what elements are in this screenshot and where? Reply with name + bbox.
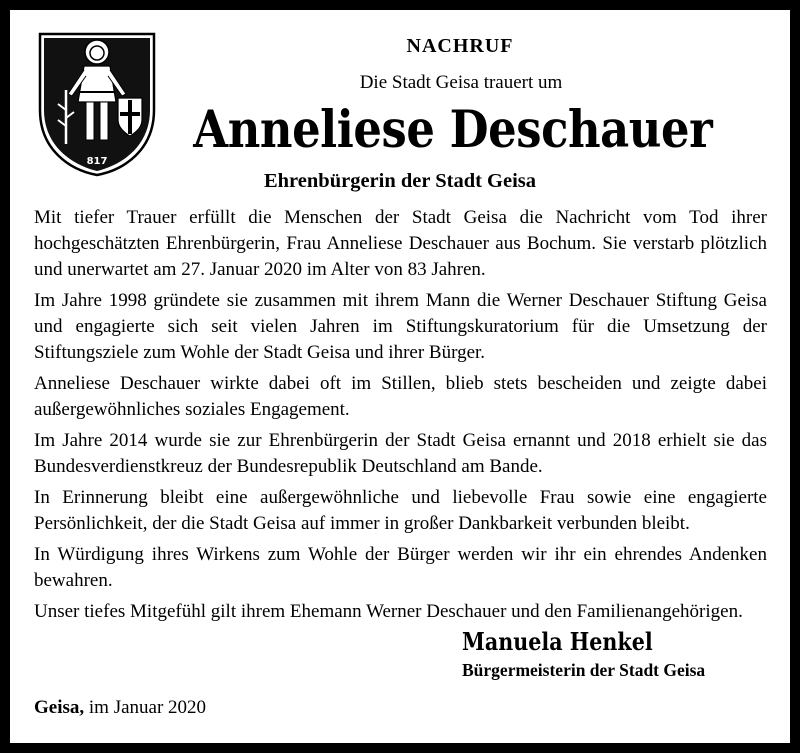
deceased-name: Anneliese Deschauer [193,100,713,160]
paragraph: Im Jahre 1998 gründete sie zusammen mit ihrem Mann die Werner Deschauer Stiftung Geisa und engagierte sich seit vielen Jahren im Stiftungskuratorium für die Umsetzung der Stiftungsziele zum Wohle der Stadt Geisa und ihrer Bürger. [34,290,767,363]
obituary-notice [10,10,790,743]
place: Geisa, [34,697,85,718]
paragraph: Im Jahre 2014 wurde sie zur Ehrenbürgerin der Stadt Geisa ernannt und 2018 erhielt sie das Bundesverdienstkreuz der Bundesrepublik Deutschland am Bande. [34,430,767,477]
date: im Januar 2020 [84,697,207,718]
place-date [34,697,206,719]
paragraph: In Erinnerung bleibt eine außergewöhnliche und liebevolle Frau sowie eine engagierte Persönlichkeit, der die Stadt Geisa auf immer in großer Dankbarkeit verbunden bleibt. [34,487,767,534]
notice-kicker: NACHRUF [406,35,514,57]
honorary-title: Ehrenbürgerin der Stadt Geisa [263,170,537,192]
signatory-name: Manuela Henkel [462,627,653,656]
paragraph: Unser tiefes Mitgefühl gilt ihrem Ehemann Werner Deschauer und den Familienangehörigen. [34,601,743,622]
svg-text:817: 817 [86,156,108,167]
notice-intro: Die Stadt Geisa trauert um [359,72,563,93]
paragraph: Anneliese Deschauer wirkte dabei oft im Stillen, blieb stets bescheiden und zeigte dabei außergewöhnliches soziales Engagement. [34,373,767,420]
paragraph: Mit tiefer Trauer erfüllt die Menschen der Stadt Geisa die Nachricht vom Tod ihrer hochgeschätzten Ehrenbürgerin, Frau Anneliese Deschauer aus Bochum. Sie verstarb plötzlich und unerwartet am 27. Januar 2020 im Alter von 83 Jahren. [34,207,767,280]
paragraph: In Würdigung ihres Wirkens zum Wohle der Bürger werden wir ihr ein ehrendes Andenken bewahren. [34,544,767,591]
obituary-body [34,205,767,630]
signatory-title: Bürgermeisterin der Stadt Geisa [462,660,706,680]
